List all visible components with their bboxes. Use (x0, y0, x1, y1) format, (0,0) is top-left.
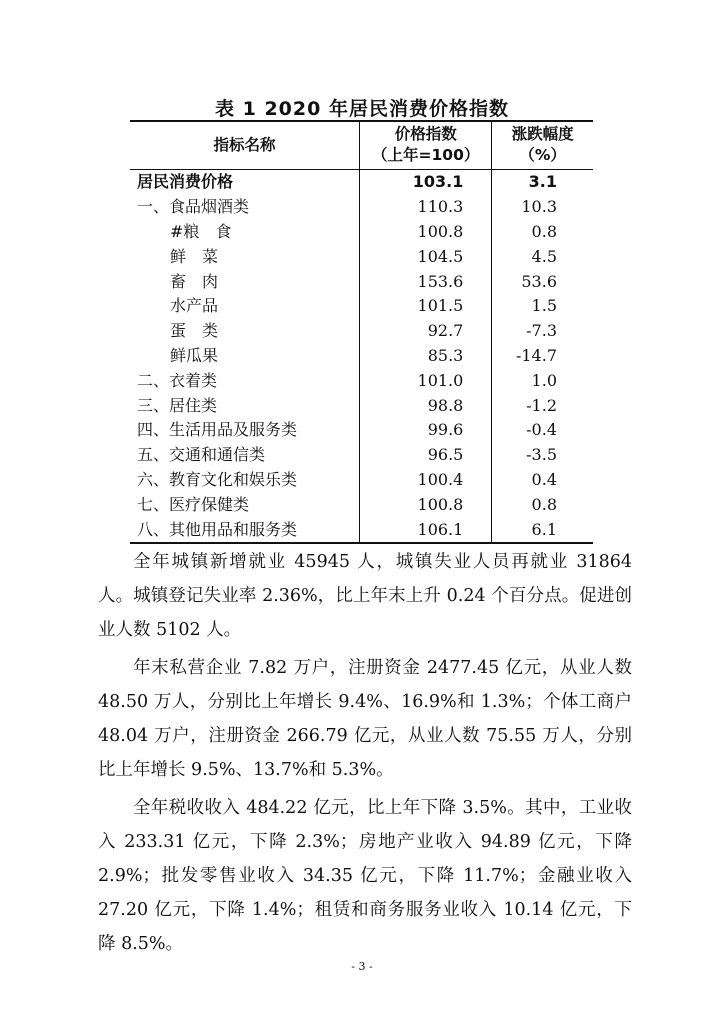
row-change: 10.3 (521, 197, 557, 217)
row-change: -7.3 (526, 321, 557, 341)
row-change: -3.5 (526, 445, 557, 465)
row-index: 100.4 (360, 468, 492, 493)
row-index: 96.5 (360, 443, 492, 468)
row-change: 6.1 (531, 519, 557, 539)
row-index: 99.6 (360, 418, 492, 443)
table-row (130, 468, 593, 493)
row-change: -0.4 (526, 420, 557, 440)
row-index: 98.8 (360, 393, 492, 418)
row-name: 三、居住类 (137, 395, 218, 415)
row-index: 106.1 (360, 517, 492, 543)
cpi-table (130, 120, 593, 544)
table-row (130, 269, 593, 294)
row-change: -14.7 (515, 345, 557, 365)
table-row (130, 443, 593, 468)
row-change: 3.1 (528, 172, 557, 192)
row-name: 居民消费价格 (137, 172, 234, 192)
row-name: 五、交通和通信类 (137, 445, 266, 465)
row-change: 1.5 (531, 296, 557, 316)
row-index: 100.8 (360, 220, 492, 245)
row-change: 1.0 (531, 370, 557, 390)
header-index-line2: （上年=100） (372, 146, 480, 164)
row-name: 畜 肉 (170, 271, 219, 291)
header-change-line1: 涨跌幅度 (511, 125, 574, 143)
table-title: 表 1 2020 年居民消费价格指数 (215, 98, 509, 120)
row-index: 101.0 (360, 368, 492, 393)
row-name: 一、食品烟酒类 (137, 197, 250, 217)
header-change (492, 121, 593, 170)
table-row (130, 517, 593, 543)
table-row (130, 368, 593, 393)
row-name: 鲜 菜 (170, 246, 219, 266)
row-name: 蛋 类 (170, 321, 219, 341)
row-name: 六、教育文化和娱乐类 (137, 469, 298, 489)
header-name: 指标名称 (130, 121, 360, 170)
table-row (130, 195, 593, 220)
body-text (98, 545, 632, 965)
paragraph-employment: 全年城镇新增就业 45945 人，城镇失业人员再就业 31864 人。城镇登记失业率 2.36%，比上年末上升 0.24 个百分点。促进创业人数 5102 人。 (98, 552, 632, 640)
row-change: 0.8 (531, 494, 557, 514)
row-change: -1.2 (526, 395, 557, 415)
row-name: 水产品 (170, 296, 219, 316)
page-number: - 3 - (351, 960, 373, 973)
header-change-line2: （%） (519, 146, 566, 164)
row-index: 101.5 (360, 294, 492, 319)
row-change: 0.4 (531, 469, 557, 489)
row-index: 85.3 (360, 344, 492, 369)
row-index: 103.1 (360, 170, 492, 195)
table-row (130, 393, 593, 418)
table-row (130, 170, 593, 195)
table-row (130, 418, 593, 443)
table-row (130, 220, 593, 245)
paragraph-private-enterprise: 年末私营企业 7.82 万户，注册资金 2477.45 亿元，从业人数 48.50 万人，分别比上年增长 9.4%、16.9%和 1.3%；个体工商户 48.04 万户，注册资金 266.79 亿元，从业人数 75.55 万人，分别比上年增长 9.5%、13.7%和 5.3%。 (98, 658, 632, 780)
row-index: 104.5 (360, 244, 492, 269)
row-name: #粮 食 (170, 221, 232, 241)
table-row (130, 319, 593, 344)
row-name: 七、医疗保健类 (137, 494, 250, 514)
table-row (130, 492, 593, 517)
row-name: 四、生活用品及服务类 (137, 420, 298, 440)
row-index: 110.3 (360, 195, 492, 220)
header-index-line1: 价格指数 (394, 125, 457, 143)
table-row (130, 294, 593, 319)
row-change: 0.8 (531, 221, 557, 241)
row-name: 八、其他用品和服务类 (137, 519, 298, 539)
row-index: 100.8 (360, 492, 492, 517)
header-index (360, 121, 492, 170)
row-change: 53.6 (521, 271, 557, 291)
row-index: 153.6 (360, 269, 492, 294)
paragraph-tax-revenue: 全年税收收入 484.22 亿元，比上年下降 3.5%。其中，工业收入 233.31 亿元，下降 2.3%；房地产业收入 94.89 亿元，下降 2.9%；批发零售业收入 34.35 亿元，下降 11.7%；金融业收入 27.20 亿元，下降 1.4%；租赁和商务服务业收入 10.14 亿元，下降 8.5%。 (98, 798, 632, 954)
row-index: 92.7 (360, 319, 492, 344)
row-name: 鲜瓜果 (170, 345, 219, 365)
table-row (130, 244, 593, 269)
row-change: 4.5 (531, 246, 557, 266)
table-header-row (130, 121, 593, 170)
row-name: 二、衣着类 (137, 370, 218, 390)
table-row (130, 344, 593, 369)
